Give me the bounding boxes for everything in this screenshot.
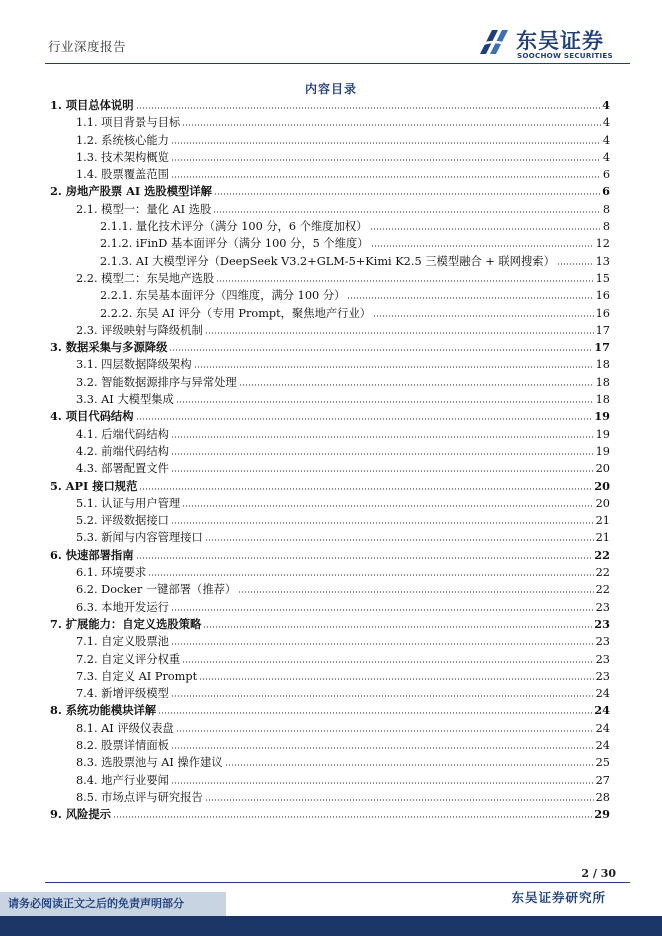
toc-entry[interactable] [50,218,610,235]
toc-entry-page: 23 [595,669,610,683]
toc-entry[interactable] [50,547,610,564]
toc-entry-page: 23 [594,616,610,631]
toc-entry[interactable] [50,149,610,166]
toc-dot-leader [171,445,594,455]
toc-entry[interactable] [50,668,610,685]
toc-entry-page: 20 [595,496,610,510]
toc-entry-page: 24 [595,738,610,752]
toc-dot-leader [136,99,601,109]
toc-entry-title: 6.1. 环境要求 [76,566,147,580]
toc-dot-leader [113,808,592,818]
toc-dot-leader [182,653,593,663]
toc-entry[interactable] [50,616,610,633]
toc-dot-leader [194,358,594,368]
footer-bar [0,916,662,936]
toc-entry-title: 2.2. 模型二：东吴地产选股 [76,271,215,285]
header-divider [45,63,630,64]
toc-entry-title: 8.1. AI 评级仪表盘 [76,721,174,735]
toc-entry-title: 1.2. 系统核心能力 [76,133,169,147]
footer-divider [45,882,630,883]
toc-entry[interactable] [50,391,610,408]
toc-entry-title: 8.2. 股票详情面板 [76,738,169,752]
toc-entry[interactable] [50,599,610,616]
toc-entry-title: 4. 项目代码结构 [50,409,134,424]
toc-entry[interactable] [50,166,610,183]
toc-entry[interactable] [50,253,610,270]
toc-entry[interactable] [50,287,610,304]
toc-dot-leader [171,774,594,784]
toc-entry-title: 4.2. 前端代码结构 [76,444,169,458]
toc-entry-page: 15 [595,271,610,285]
toc-entry-page: 22 [595,583,610,597]
toc-dot-leader [182,116,601,126]
toc-entry-title: 1.1. 项目背景与目标 [76,116,181,130]
report-type-label: 行业深度报告 [48,39,127,54]
toc-dot-leader [373,307,594,317]
toc-entry[interactable] [50,408,610,425]
toc-dot-leader [176,393,594,403]
toc-dot-leader [557,255,594,265]
toc-entry-title: 2.3. 评级映射与降级机制 [76,323,203,337]
toc-entry-title: 9. 风险提示 [50,807,111,822]
toc-dot-leader [171,514,594,524]
toc-entry-page: 23 [595,635,610,649]
toc-entry-page: 4 [602,98,610,112]
toc-entry[interactable] [50,201,610,218]
toc-entry-page: 19 [594,409,610,424]
toc-entry[interactable] [50,529,610,546]
toc-entry-page: 21 [595,531,610,545]
toc-entry-page: 8 [602,202,610,216]
toc-dot-leader [171,168,601,178]
toc-entry-page: 24 [594,703,610,718]
toc-entry-page: 12 [595,237,610,251]
toc-entry[interactable] [50,339,610,356]
toc-entry[interactable] [50,443,610,460]
toc-entry-title: 8. 系统功能模块详解 [50,703,157,718]
toc-dot-leader [371,237,594,247]
toc-entry[interactable] [50,702,610,719]
toc-dot-leader [199,670,593,680]
toc-dot-leader [171,739,594,749]
toc-entry[interactable] [50,633,610,650]
brand-name-en: SOOCHOW SECURITIES [517,51,613,60]
toc-entry-page: 6 [602,184,610,199]
toc-entry[interactable] [50,754,610,771]
toc-entry[interactable] [50,772,610,789]
toc-entry-title: 6. 快速部署指南 [50,547,134,562]
toc-entry[interactable] [50,132,610,149]
toc-entry-page: 22 [595,566,610,580]
toc-entry-page: 20 [595,462,610,476]
toc-entry-title: 5.1. 认证与用户管理 [76,496,181,510]
toc-entry-title: 7.2. 自定义评分权重 [76,652,181,666]
toc-entry[interactable] [50,374,610,391]
toc-dot-leader [171,601,594,611]
toc-entry-page: 23 [595,600,610,614]
toc-dot-leader [171,635,594,645]
toc-entry-page: 17 [595,323,610,337]
toc-entry[interactable] [50,685,610,702]
toc-entry-title: 7.4. 新增评级模型 [76,687,169,701]
toc-dot-leader [238,583,593,593]
toc-dot-leader [171,428,594,438]
toc-entry[interactable] [50,183,610,200]
toc-entry-title: 3.1. 四层数据降级架构 [76,358,192,372]
toc-entry-page: 8 [602,220,610,234]
toc-entry[interactable] [50,651,610,668]
toc-entry-title: 2.1. 模型一：量化 AI 选股 [76,202,212,216]
toc-entry[interactable] [50,426,610,443]
toc-entry-page: 23 [595,652,610,666]
toc-dot-leader [214,185,600,195]
toc-dot-leader [171,687,594,697]
toc-dot-leader [176,722,594,732]
toc-entry-title: 3.3. AI 大模型集成 [76,393,174,407]
toc-entry[interactable] [50,97,610,114]
toc-dot-leader [182,497,593,507]
toc-entry-page: 18 [595,358,610,372]
toc-title: 内容目录 [304,82,357,96]
toc-entry-title: 2.2.1. 东吴基本面评分（四维度，满分 100 分） [100,289,346,303]
research-institute: 东吴证券研究所 [511,890,606,905]
toc-entry-title: 7.1. 自定义股票池 [76,635,169,649]
table-of-contents [50,97,610,823]
toc-entry[interactable] [50,356,610,373]
toc-entry-title: 3.2. 智能数据源排序与异常处理 [76,375,237,389]
toc-dot-leader [205,324,594,334]
toc-entry-page: 19 [595,444,610,458]
toc-dot-leader [148,566,593,576]
disclaimer-notice: 请务必阅读正文之后的免责声明部分 [0,892,226,916]
toc-dot-leader [136,410,593,420]
toc-dot-leader [171,462,594,472]
toc-entry[interactable] [50,495,610,512]
toc-dot-leader [225,756,594,766]
toc-entry-title: 3. 数据采集与多源降级 [50,340,168,355]
page-indicator: 2 / 30 [581,867,616,880]
toc-entry[interactable] [50,720,610,737]
toc-dot-leader [205,791,594,801]
toc-dot-leader [169,341,592,351]
toc-entry-page: 19 [595,427,610,441]
toc-entry-page: 17 [594,340,610,355]
toc-entry[interactable] [50,789,610,806]
toc-dot-leader [205,531,594,541]
toc-entry-title: 8.4. 地产行业要闻 [76,773,169,787]
toc-entry-page: 25 [595,756,610,770]
toc-entry-page: 6 [602,168,610,182]
toc-entry-title: 8.3. 选股票池与 AI 操作建议 [76,756,223,770]
toc-entry-page: 4 [602,133,610,147]
toc-dot-leader [213,203,600,213]
toc-entry-page: 16 [595,289,610,303]
toc-entry-page: 22 [594,547,610,562]
toc-entry-title: 4.1. 后端代码结构 [76,427,169,441]
toc-entry[interactable] [50,305,610,322]
toc-entry-page: 20 [594,478,610,493]
toc-entry-page: 4 [602,150,610,164]
toc-entry-title: 7. 扩展能力：自定义选股策略 [50,616,202,631]
toc-dot-leader [216,272,594,282]
toc-entry[interactable] [50,478,610,495]
toc-entry-title: 1.4. 股票覆盖范围 [76,168,169,182]
toc-entry-page: 16 [595,306,610,320]
toc-entry-title: 5.3. 新闻与内容管理接口 [76,531,203,545]
toc-dot-leader [136,549,593,559]
toc-entry-page: 24 [595,721,610,735]
toc-entry-title: 7.3. 自定义 AI Prompt [76,669,198,683]
toc-entry[interactable] [50,270,610,287]
toc-entry-page: 4 [602,116,610,130]
toc-entry-page: 21 [595,514,610,528]
toc-entry-page: 28 [595,790,610,804]
toc-entry-title: 2.2.2. 东吴 AI 评分（专用 Prompt，聚焦地产行业） [100,306,372,320]
toc-entry-title: 5.2. 评级数据接口 [76,514,169,528]
toc-entry[interactable] [50,235,610,252]
toc-dot-leader [347,289,593,299]
toc-entry-title: 2.1.3. AI 大模型评分（DeepSeek V3.2+GLM-5+Kimi K2.5 三模型融合 + 联网搜索） [100,254,555,268]
toc-dot-leader [203,618,592,628]
toc-dot-leader [171,134,601,144]
toc-entry-title: 5. API 接口规范 [50,478,138,493]
toc-dot-leader [158,704,592,714]
soochow-logo-icon [476,24,512,60]
toc-entry-page: 13 [595,254,610,268]
toc-entry-page: 27 [595,773,610,787]
toc-entry[interactable] [50,114,610,131]
toc-entry-page: 18 [595,393,610,407]
toc-entry[interactable] [50,737,610,754]
toc-entry[interactable] [50,512,610,529]
toc-dot-leader [171,151,601,161]
toc-entry[interactable] [50,564,610,581]
toc-entry-title: 2.1.2. iFinD 基本面评分（满分 100 分，5 个维度） [100,237,369,251]
toc-entry-title: 4.3. 部署配置文件 [76,462,169,476]
toc-entry-title: 6.2. Docker 一键部署（推荐） [76,583,237,597]
company-logo [476,24,626,64]
toc-entry-page: 18 [595,375,610,389]
toc-entry[interactable] [50,581,610,598]
toc-entry[interactable] [50,322,610,339]
toc-dot-leader [139,480,592,490]
brand-name-cn: 东吴证券 [516,29,604,53]
toc-entry-title: 2. 房地产股票 AI 选股模型详解 [50,184,212,199]
toc-entry-page: 24 [595,687,610,701]
toc-entry[interactable] [50,806,610,823]
toc-entry-title: 1.3. 技术架构概览 [76,150,169,164]
toc-entry-title: 8.5. 市场点评与研究报告 [76,790,203,804]
toc-entry-title: 2.1.1. 量化技术评分（满分 100 分，6 个维度加权） [100,220,368,234]
toc-entry-page: 29 [594,807,610,822]
toc-entry-title: 1. 项目总体说明 [50,98,134,112]
toc-dot-leader [370,220,601,230]
toc-entry-title: 6.3. 本地开发运行 [76,600,169,614]
toc-dot-leader [239,376,594,386]
toc-entry[interactable] [50,460,610,477]
